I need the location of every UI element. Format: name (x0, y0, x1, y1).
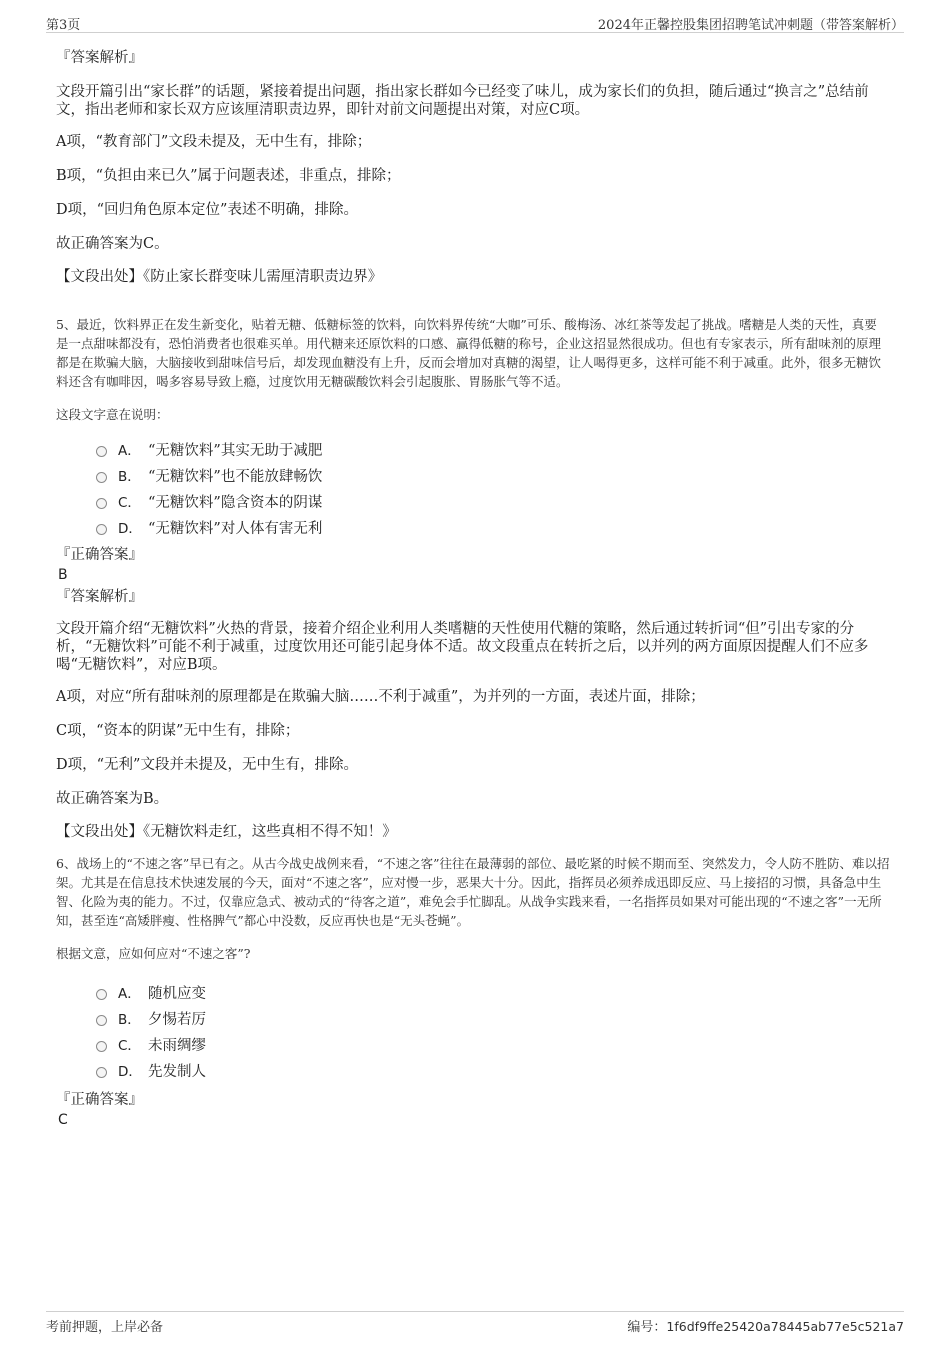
correct-answer: C (58, 1112, 68, 1128)
question-6-text: 6、战场上的“不速之客”早已有之。从古今战史战例来看，“不速之客”往往在最薄弱的部位、最吃紧的时候不期而至、突然发力，令人防不胜防、难以招架。尤其是在信息技术快速发展的今天，面对“不速之客”，应对慢一步，恶果大十分。因此，指挥员必须养成迅即反应、马上接招的习惯，具备急中生智、化险为夷的能力。不过，仅靠应急式、被动式的“待客之道”，难免会手忙脚乱。从战争实践来看，一名指挥员如果对可能出现的“不速之客”一无所知，甚至连“高矮胖瘦、性格脾气”都心中没数，反应再快也是“无头苍蝇”。 (56, 856, 890, 928)
analysis-note-d: D项，“无利”文段并未提及，无中生有，排除。 (56, 757, 358, 773)
option-c[interactable]: C． “无糖饮料”隐含资本的阴谋 (96, 488, 896, 514)
analysis-note-c: C项，“资本的阴谋”无中生有，排除； (56, 723, 300, 739)
analysis-note-d: D项，“回归角色原本定位”表述不明确，排除。 (56, 202, 358, 218)
page-header (46, 12, 904, 33)
analysis-label: 『答案解析』 (56, 589, 143, 605)
radio-icon[interactable] (96, 446, 107, 457)
answer-label: 『正确答案』 (56, 1092, 143, 1108)
radio-icon[interactable] (96, 989, 107, 1000)
option-b[interactable]: B． 夕惕若厉 (96, 1005, 896, 1031)
conclusion: 故正确答案为C。 (56, 236, 169, 252)
correct-answer: B (58, 567, 68, 583)
option-d[interactable]: D． 先发制人 (96, 1057, 896, 1083)
analysis-label: 『答案解析』 (56, 50, 143, 66)
answer-label: 『正确答案』 (56, 547, 143, 563)
analysis-note-a: A项，对应“所有甜味剂的原理都是在欺骗大脑……不利于减重”，为并列的一方面，表述片面，排除； (56, 689, 705, 705)
radio-icon[interactable] (96, 1015, 107, 1026)
page-content (56, 43, 896, 1129)
question-5-stem: 这段文字意在说明： (56, 407, 169, 422)
page-footer (46, 1311, 904, 1336)
radio-icon[interactable] (96, 498, 107, 509)
radio-icon[interactable] (96, 524, 107, 535)
question-5-text: 5、最近，饮料界正在发生新变化，贴着无糖、低糖标签的饮料，向饮料界传统“大咖”可乐、酸梅汤、冰红茶等发起了挑战。嗜糖是人类的天性，真要是一点甜味都没有，恐怕消费者也很难买单。用代糖来还原饮料的口感、赢得低糖的称号，企业这招显然很成功。但也有专家表示，所有甜味剂的原理都是在欺骗大脑，大脑接收到甜味信号后，却发现血糖没有上升，反而会增加对真糖的渴望，让人喝得更多，这样可能不利于减重。此外，很多无糖饮料还含有咖啡因，喝多容易导致上瘾，过度饮用无糖碳酸饮料会引起腹胀、胃肠胀气等不适。 (56, 317, 882, 389)
option-a[interactable]: A． 随机应变 (96, 979, 896, 1005)
question-6-stem: 根据文意，应如何应对“不速之客”? (56, 946, 251, 961)
analysis-note-b: B项，“负担由来已久”属于问题表述，非重点，排除； (56, 168, 401, 184)
question-5-options (56, 436, 896, 540)
footer-slogan: 考前押题，上岸必备 (46, 1320, 164, 1335)
document-id: 编号：1f6df9ffe25420a78445ab77e5c521a7 (627, 1319, 904, 1335)
option-c[interactable]: C． 未雨绸缪 (96, 1031, 896, 1057)
analysis-text: 文段开篇引出“家长群”的话题，紧接着提出问题，指出家长群如今已经变了味儿，成为家长们的负担，随后通过“换言之”总结前文，指出老师和家长双方应该厘清职责边界，即针对前文问题提出对策，对应C项。 (56, 84, 869, 118)
passage-source: 【文段出处】《防止家长群变味儿需厘清职责边界》 (56, 269, 383, 285)
radio-icon[interactable] (96, 472, 107, 483)
option-a[interactable]: A． “无糖饮料”其实无助于减肥 (96, 436, 896, 462)
analysis-text: 文段开篇介绍“无糖饮料”火热的背景，接着介绍企业利用人类嗜糖的天性使用代糖的策略，然后通过转折词“但”引出专家的分析，“无糖饮料”可能不利于减重，过度饮用还可能引起身体不适。故文段重点在转折之后，以并列的两方面原因提醒人们不应多喝“无糖饮料”，对应B项。 (56, 621, 869, 673)
radio-icon[interactable] (96, 1041, 107, 1052)
option-b[interactable]: B． “无糖饮料”也不能放肆畅饮 (96, 462, 896, 488)
conclusion: 故正确答案为B。 (56, 791, 169, 807)
radio-icon[interactable] (96, 1067, 107, 1078)
document-title: 2024年正馨控股集团招聘笔试冲刺题（带答案解析） (597, 18, 904, 33)
question-6-options (56, 979, 896, 1083)
page-number: 第3页 (46, 18, 81, 33)
analysis-note-a: A项，“教育部门”文段未提及，无中生有，排除； (56, 134, 372, 150)
option-d[interactable]: D． “无糖饮料”对人体有害无利 (96, 514, 896, 540)
passage-source: 【文段出处】《无糖饮料走红，这些真相不得不知！》 (56, 824, 397, 840)
